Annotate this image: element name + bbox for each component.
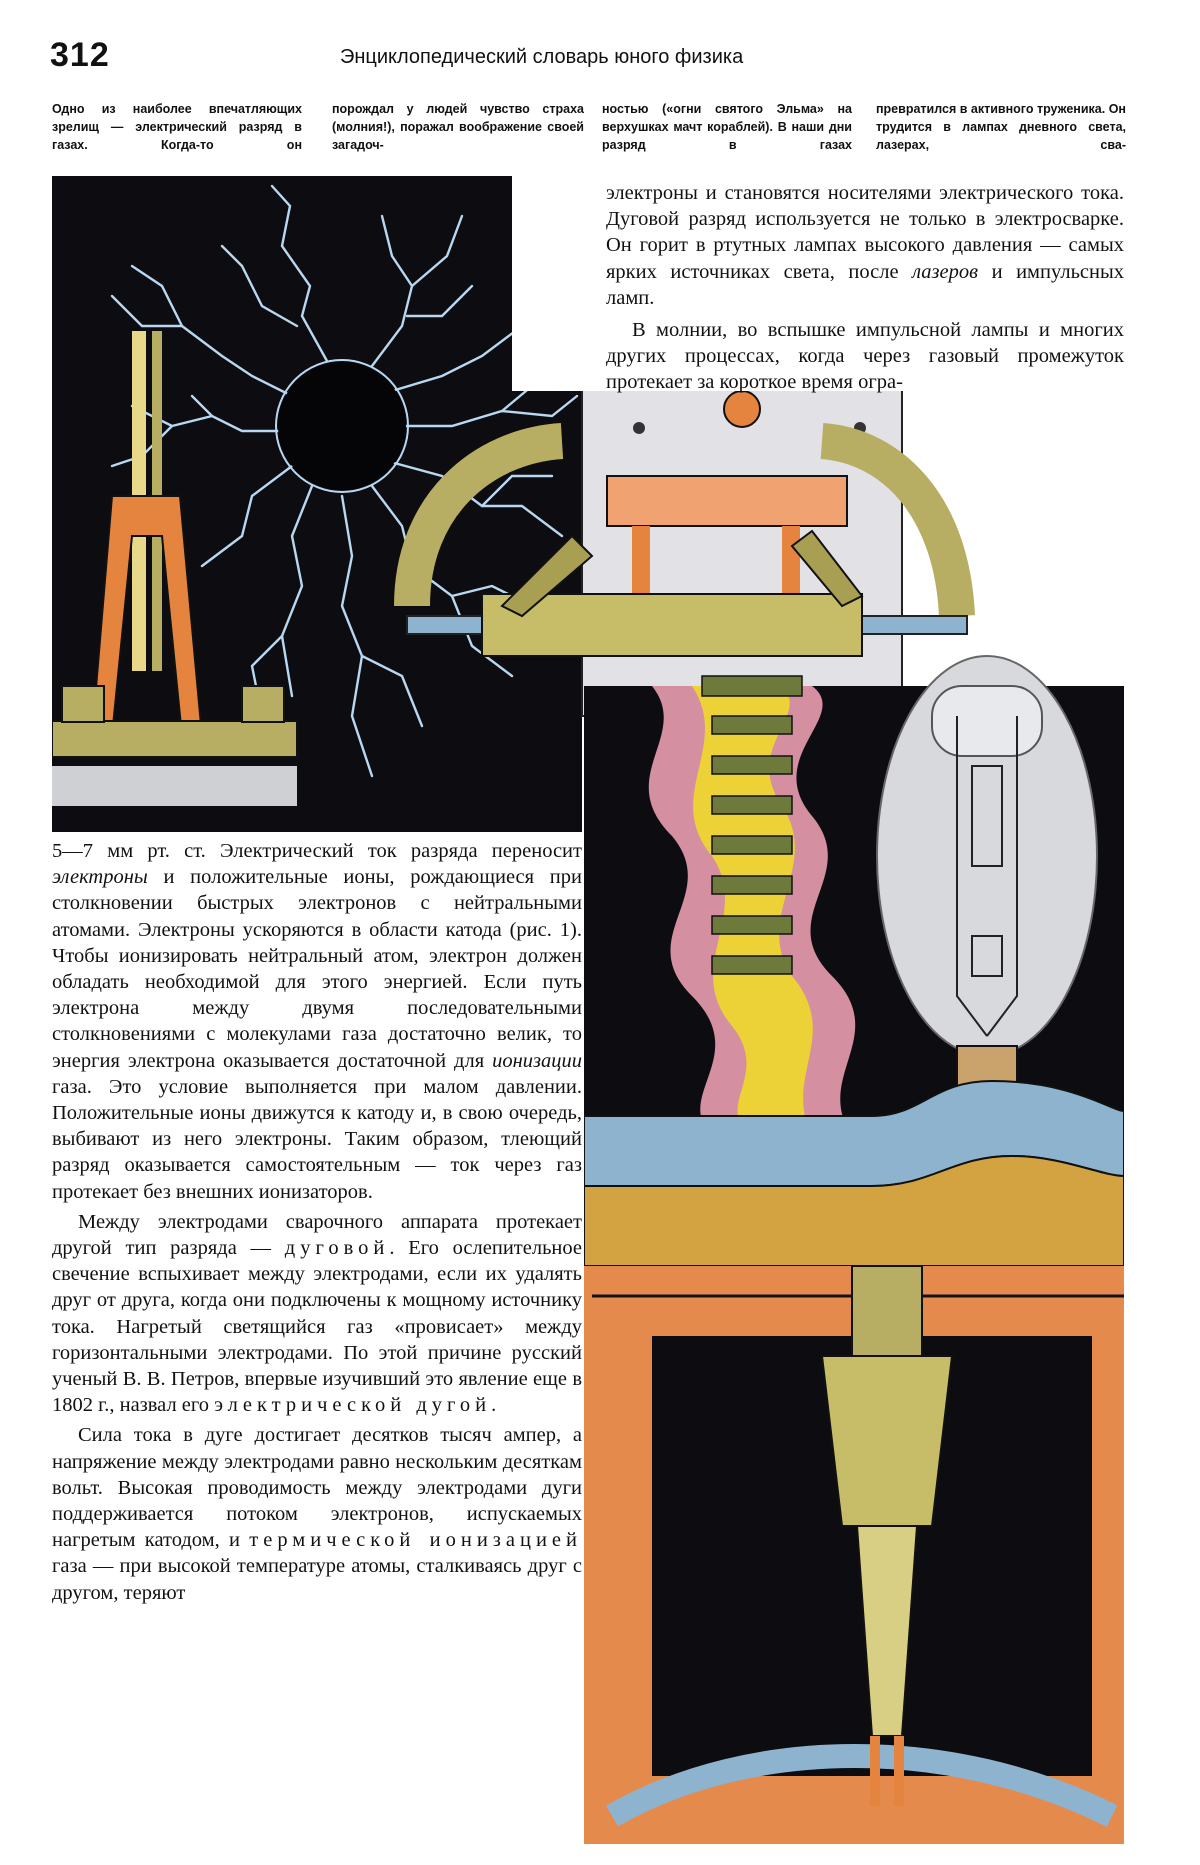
text-run: газа. Это условие выполняется при малом давлении. Положительные ионы движутся к катоду и, в свою очередь, выбивают из него электроны. Таким образом, тлеющий разряд оказывается самостоятельным — ток через газ протекает без внешних ионизаторов.: [52, 1075, 582, 1203]
text-run: электроны и становятся носителями электрического тока. Дуговой разряд используется не только в электросварке. Он горит в ртутных лампах высокого давления — самых ярких источниках света, после: [606, 182, 1124, 283]
term-thermal-ionization: термической ионизацией: [249, 1529, 582, 1552]
paragraph: [52, 1209, 582, 1419]
right-column-text: [606, 180, 1124, 396]
text-run: .: [491, 1394, 497, 1417]
text-run: 5—7 мм рт. ст. Электрический ток разряда переносит: [52, 840, 582, 862]
caption-col-4: превратился в активного труженика. Он трудится в лампах дневного света, лазерах, сва-: [876, 102, 1126, 152]
page-number: 312: [50, 36, 110, 74]
caption-col-3: ностью («огни святого Эльма» на верхушках мачт кораблей). В наши дни разряд в газах: [602, 102, 852, 152]
text-run: и положительные ионы, рождающиеся при столкновении быстрых электронов с нейтральными атомами. Электроны ускоряются в области катода (рис. 1). Чтобы ионизировать нейтральный атом, электрон должен обладать необходимой для этого энергией. Если путь электрона между двумя последовательными столкновениями с молекулами газа достаточно велик, то энергия электрона оказывается достаточной для: [52, 866, 582, 1072]
term-ionization: ионизации: [492, 1049, 582, 1072]
term-arc: дуговой: [284, 1237, 390, 1260]
left-column-text: [52, 838, 582, 1606]
caption-col-2: порождал у людей чувство страха (молния!), поражал воображение своей загадоч-: [332, 102, 584, 152]
running-header: Энциклопедический словарь юного физика: [340, 46, 744, 68]
term-electrons: электроны: [52, 866, 148, 889]
text-run: Сила тока в дуге достигает десятков тысяч ампер, а напряжение между электродами равно нескольким десяткам вольт. Высокая проводимость между электродами дуги поддерживается потоком электронов, испускаемых нагретым катодом, и: [52, 1424, 582, 1552]
text-run: Между электродами сварочного аппарата протекает другой тип разряда —: [52, 1210, 582, 1260]
paragraph: [52, 1422, 582, 1605]
paragraph: В молнии, во вспышке импульсной лампы и многих других процессах, когда через газовый промежуток протекает за короткое время огра-: [606, 319, 1124, 394]
arc-and-lamp: [584, 656, 1124, 1844]
caption-col-1: Одно из наиболее впечатляющих зрелищ — электрический разряд в газах. Когда-то он: [52, 102, 302, 152]
paragraph: [52, 838, 582, 1205]
text-run: газа — при высокой температуре атомы, сталкиваясь друг с другом, теряют: [52, 1555, 582, 1604]
term-lasers: лазеров: [912, 260, 979, 283]
text-run: . Его ослепительное свечение вспыхивает между электродами, если их удалять друг от друга, когда они подключены к мощному источнику тока. Нагретый светящийся газ «провисает» между горизонтальными электродами. По этой причине русский ученый В. В. Петров, впервые изучивший это явление еще в 1802 г., назвал его: [52, 1237, 582, 1417]
term-electric-arc: электрической дугой: [214, 1394, 492, 1417]
paragraph: [606, 180, 1124, 311]
text-run: и импульсных ламп.: [606, 260, 1125, 309]
